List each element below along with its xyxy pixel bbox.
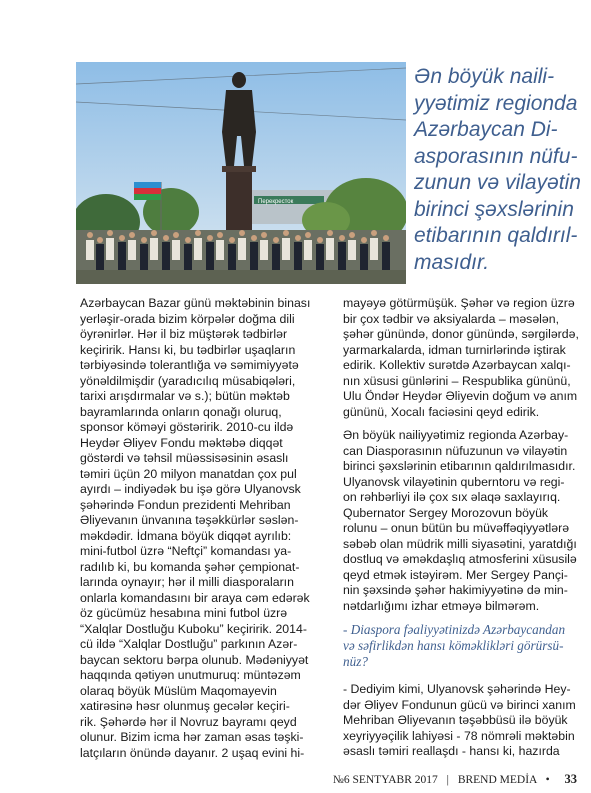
body-line: bir çox tədbir və aksiyalarda – məsələn, (343, 311, 559, 326)
pull-quote-line: masıdır. (414, 250, 490, 274)
body-line: Qubernator Sergey Morozovun böyük (343, 505, 549, 520)
body-column-left (80, 296, 322, 761)
page-footer (333, 772, 577, 787)
body-line: bayramlarında onların qonağı oluruq, (80, 404, 282, 419)
body-line: tərbiyəsində tolerantlığa və səmimiyyətə (80, 358, 299, 372)
body-line: tarixi arışdırmalar və s.); bütün məktəb (80, 389, 290, 403)
store-sign: Перекресток (258, 199, 294, 205)
body-line: nətdarlığımı izhar etməyə bilmərəm. (343, 598, 540, 613)
question-line: nüz? (343, 654, 368, 669)
body-line: radılıb ki, bu komanda şəhər çempionat- (80, 559, 300, 574)
body-line: edirik. Kollektiv surətdə Azərbaycan xalqı- (343, 358, 571, 372)
body-line: olaraq böyük Müslüm Maqomayevin (80, 683, 277, 698)
paragraph-2 (343, 428, 585, 614)
pull-quote (414, 64, 584, 276)
paragraph-1 (343, 296, 585, 420)
body-line: olunur. Bizim icma hər zaman əsas təşki- (80, 730, 304, 744)
body-line: məkdədir. İdmana böyük diqqət ayrılıb: (80, 528, 292, 543)
body-line: larında oynayır; hər il milli diasporaların (80, 575, 294, 589)
pull-quote-line: birinci şəxslərinin (414, 197, 574, 221)
pull-quote-line: Azərbaycan Di- (414, 118, 558, 141)
body-line: rik. Şəhərdə hər il Novruz bayramı qeyd (80, 714, 297, 729)
body-line: rolunu – onun bütün bu müvəffəqiyyətlərə (343, 521, 570, 535)
paragraph-3 (343, 682, 585, 760)
body-line: əsaslı təmiri reallaşdı - hansı ki, hazırda (343, 744, 560, 758)
pull-quote-line: Ən böyük naili- (414, 65, 555, 88)
pull-quote-line: zunun və vilayətin (414, 171, 581, 194)
body-line: latçıların önündə dayanır. 2 uşaq evini hi- (80, 745, 305, 760)
body-line: səbəb olan müdrik milli siyasətini, yaratdığı (343, 536, 577, 551)
footer-separator: | (446, 774, 449, 786)
pull-quote-line: yyətimiz regionda (414, 91, 578, 115)
question-line: və səfirlikdən hansı köməklikləri görürsü- (343, 638, 564, 653)
pull-quote-line: etibarının qaldırıl- (414, 224, 578, 247)
body-line: dər Əliyev Fondunun gücü və birinci xanım (343, 697, 576, 712)
body-line: Mehriban Əliyevanın təşəbbüsü ilə böyük (343, 713, 568, 727)
body-column-right (343, 296, 585, 760)
interview-question (343, 622, 585, 670)
body-line: Əliyevanın ünvanına təşəkkürlər səslən- (80, 513, 299, 527)
body-line: birinci şəxslərinin etibarının qaldırılmasıdır. (343, 459, 576, 473)
body-line: öyrənirlər. Hər il biz müştərək tədbirlər (80, 327, 288, 341)
body-line: baycan sektoru bərpa olunub. Mədəniyyət (80, 652, 309, 667)
body-line: yarmarkalarda, idman turnirlərində iştirak (343, 342, 566, 357)
body-line: keçiririk. Hansı ki, bu tədbirlər uşaqların (80, 342, 296, 357)
body-line: mayəyə götürmüşük. Şəhər və region üzrə (343, 296, 575, 310)
issue-label: №6 SENTYABR 2017 (332, 774, 438, 786)
page-number: 33 (564, 772, 577, 786)
monument-photo-illustration (76, 62, 406, 284)
body-line: qeyd etmək istəyirəm. Mer Sergey Pançi- (343, 567, 568, 582)
body-line: şəhərində Fondun prezidenti Mehriban (80, 497, 291, 512)
bullet-icon: • (545, 774, 550, 786)
body-line: Azərbaycan Bazar günü məktəbinin binası (80, 296, 311, 310)
body-line: yerləşir-orada bizim körpələr doğma dili (80, 311, 295, 326)
body-line: şəhər günündə, donor günündə, sərgilərdə, (343, 327, 579, 341)
body-line: dostluq və əməkdaşlıq atmosferini xüsusilə (343, 552, 577, 566)
pull-quote-line: asporasının nüfu- (414, 144, 578, 168)
body-line: nın xüsusi günlərini – Respublika gününü, (343, 373, 571, 388)
body-line: xatirəsinə həsr olunmuş gecələr keçiri- (80, 699, 290, 713)
body-line: on rəhbərliyi ilə çox sıx əlaqə saxlayırıq. (343, 490, 561, 504)
magazine-name: BREND MEDİA (457, 774, 537, 786)
body-line: Ulyanovsk vilayətinin quberntoru və regi- (343, 474, 565, 489)
body-line: “Xalqlar Dostluğu Kuboku” keçiririk. 2014- (80, 621, 307, 636)
body-line: yönəldilmişdir (yaradıcılıq müsabiqələri, (80, 373, 296, 388)
body-line: ayırdı – indiyədək bu işə görə Ulyanovsk (80, 482, 301, 496)
body-line: Ulu Öndər Heydər Əliyevin doğum və anım (343, 389, 578, 403)
body-line: xeyriyyəçilik lahiyəsi - 78 nömrəli məktəbin (343, 728, 575, 743)
body-line: Ən böyük nailiyyətimiz regionda Azərbay- (343, 428, 569, 442)
body-line: sponsor köməyi göstəririk. 2010-cu ildə (80, 420, 294, 434)
body-line: onlarla komandasını bir araya cəm edərək (80, 590, 310, 605)
body-line: nin şəxsində şəhər hakimiyyətinə də min- (343, 583, 568, 597)
body-line: Heydər Əliyev Fondu məktəbə diqqət (80, 435, 283, 450)
body-line: can Diasporasının nüfuzunun və vilayətin (343, 443, 568, 458)
body-line: gününü, Xocalı faciəsini qeyd edirik. (343, 404, 540, 419)
body-line: göstərdi və təhsil müəssisəsinin əsaslı (80, 451, 289, 465)
question-line: - Diaspora fəaliyyətinizdə Azərbaycandan (343, 622, 566, 637)
body-line: - Dediyim kimi, Ulyanovsk şəhərində Hey- (343, 682, 571, 696)
body-line: mini-futbol üzrə “Neftçi” komandası ya- (80, 544, 292, 558)
body-line: öz gücümüz hesabına mini futbol üzrə (80, 606, 288, 620)
article-photo (76, 62, 406, 284)
body-line: cü ildə “Xalqlar Dostluğu” parkının Azər- (80, 637, 298, 651)
body-line: təmiri üçün 20 milyon manatdan çox pul (80, 466, 297, 481)
body-line: haqqında qətiyən unutmuruq: müntəzəm (80, 668, 301, 682)
